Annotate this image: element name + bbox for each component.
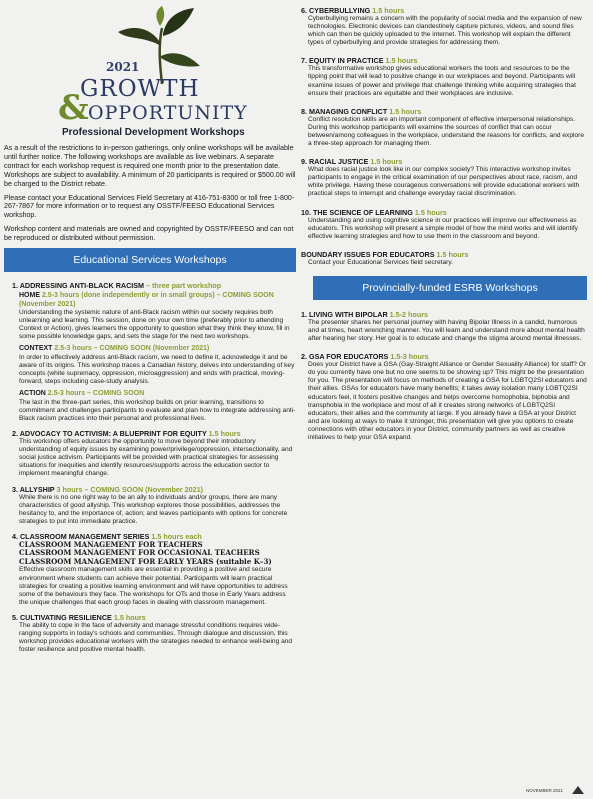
left-column [4,6,296,660]
workshop-sub-item [12,345,296,386]
workshop-body: Conflict resolution skills are an important component of effective interpersonal relationships. During this workshop participants will examine the sources of conflict that can occur between/among colleagues in the workplace, understand the reasons for conflicts, and explore a three-step approach for managing them. [308,115,585,148]
workshop-body: This transformative workshop gives educational workers the tools and resources to be the tipping point that will lead to positive change in our workplaces and beyond. Participants will examine issues of power and privilege that challenge thinking while acquiring strategies that ensure their practices are equitable and their workplaces are inclusive. [308,65,576,97]
workshop-body: The ability to cope in the face of adversity and manage stressful conditions requires wide-ranging supports in today's schools and communities. Through dialogue and discussion, this workshop provides educational workers with the strategies needed to enhance well-being and foster resilience and positive mental health. [19,621,293,654]
boundary-issues-item [301,250,587,267]
sub-item-title: ACTION 2.5-3 hours – COMING SOON [19,390,145,398]
esrb-workshops-banner: Provincially-funded ESRB Workshops [313,276,587,300]
sub-item-title: CONTEXT 2.5-3 hours – COMING SOON (November 2021) [19,345,210,353]
workshop-item [301,56,587,97]
workshop-item [4,281,296,423]
intro-paragraph: As a result of the restrictions to in-person gatherings, only online workshops will be available until further notice. The following workshops are available as live webinars. A separate contract for each workshop request is required one month prior to the presentation date. Workshops are subject to availability. A minimum of 20 participants is required or $500.00 will be charged to the District rebate. [4,144,296,188]
workshop-body: What does racial justice look like in our complex society? This interactive workshop invites participants to engage in the critical examination of our perspectives about race, racism, and white privilege. Having these courageous conversations will provide educational workers with practical steps to interrupt and challenge everyday racial discrimination. [308,166,580,198]
workshop-title: 2. ADVOCACY TO ACTIVISM: A BLUEPRINT FOR EQUITY 1.5 hours [12,429,241,439]
workshop-item [301,107,587,148]
workshop-sub-item [12,390,296,423]
workshop-body: Understanding and using cognitive science in our practices will improve our effectiveness as educators. This workshop will present a simple model of how the mind works and will identify effective learning strategies and how to use them in the classroom and beyond. [308,216,578,240]
logo-ampersand: & [58,88,89,128]
workshop-item [301,157,587,198]
workshop-title: 3. ALLYSHIP 3 hours – COMING SOON (November 2021) [12,484,204,494]
workshop-body: The presenter shares her personal journey with having Bipolar Illness in a candid, humorous and at times, heart wrenching manner. You will learn and understand more about mental health after hearing her story. Her goal is to educate and change the stigma around mental illnesses. [308,318,585,343]
educational-services-banner: Educational Services Workshops [4,248,296,272]
workshop-sub-item [12,292,296,341]
workshop-title: 10. THE SCIENCE OF LEARNING 1.5 hours [301,207,447,217]
right-column [301,6,587,451]
sub-item-body: The last in the three-part series, this workshop builds on prior learning, transitions to commitment and challenges participants to evaluate and plan how to integrate addressing anti-Black racism practices into their personal and professional lives. [19,398,296,422]
workshop-title: 4. CLASSROOM MANAGEMENT SERIES 1.5 hours each [12,531,202,541]
workshop-title: 1. LIVING WITH BIPOLAR 1.5-2 hours [301,309,428,319]
workshop-item [4,613,296,654]
growth-opportunity-logo [4,6,296,138]
logo-growth: GROWTH [80,76,200,102]
workshop-body: This workshop offers educators the opportunity to move beyond their introductory understanding of equity issues by examining power/privilege/oppression, intersectionality, and social justice activism. Participants will be provided with practical strategies for assessing situations for inequities and identify resources/supports across the education sector to implement meaningful change. [19,438,293,478]
workshop-body: Effective classroom management skills are essential in providing a positive and secure environment where students can achieve their potential. Participants will learn practical strategies for creating a positive learning environment and will have opportunities to address some of the behaviours they face. The workshops for OTs and those in Early Years address the unique challenges that each group faces in dealing with classroom management. [19,566,288,606]
workshop-item [301,352,587,442]
workshop-title: 5. CULTIVATING RESILIENCE 1.5 hours [12,612,146,622]
intro-text [4,144,296,243]
logo-year: 2021 [106,60,140,74]
logo-opportunity: OPPORTUNITY [88,102,248,124]
intro-paragraph: Please contact your Educational Services Field Secretary at 416-751-8300 or toll free 1-800-267-7867 for more information or to request any OSSTF/FEESO Educational Services workshop. [4,193,295,220]
workshop-item [301,310,587,343]
workshop-title: 8. MANAGING CONFLICT 1.5 hours [301,106,422,116]
workshop-body: While there is no one right way to be an ally to individuals and/or groups, there are many characteristics of good allyship. This workshop explores those possibilities, addresses the hesitancy to, and the importance of, action; and leaves participants with options for concrete strategies to put into immediate practice. [19,493,288,525]
workshop-item [301,208,587,241]
workshop-body: Contact your Educational Services field secretary. [308,258,454,266]
workshop-title: 7. EQUITY IN PRACTICE 1.5 hours [301,56,418,66]
logo-subtitle: Professional Development Workshops [62,127,245,138]
workshop-body: Does your District have a GSA (Gay-Straight Alliance or Gender Sexuality Alliance) for staff? Or do you currently have one but no one seems to be showing up? This might be the presentation for you. The presentation will focus on methods of creating a GSA for LGBTQ2SI educators and their allies. GSAs for educators have many benefits; it takes away isolation many LGBTQ2SI educators feel, it fosters positive changes and helps overcome homophobia, biphobia and transphobia in the workplace and most of all it creates strong networks of LGBTQ2SI educators, their allies and the community at large. If you already have a GSA at your District and are looking at ways to make it stronger, this presentation will give you options to create connections with other educators in your District, community partners as well as creative initiatives to help your GSA expand. [308,361,587,441]
workshop-item [4,429,296,478]
osstf-logo-icon [571,785,585,795]
classroom-management-variant: CLASSROOM MANAGEMENT FOR EARLY YEARS (suitable K–3) [19,556,272,566]
workshop-title: 6. CYBERBULLYING 1.5 hours [301,6,405,15]
intro-paragraph: Workshop content and materials are owned and copyrighted by OSSTF/FEESO and can not be reproduced or distributed without permission. [4,225,294,243]
workshop-item [4,532,296,607]
sub-item-title: HOME 2.5-3 hours (done independently or in small groups) – COMING SOON (November 2021) [19,292,274,308]
footer-date: NOVEMBER 2021 [525,788,563,793]
workshop-body: Cyberbullying remains a concern with the popularity of social media and the expansion of new technologies. Electronic devices can clandestinely capture pictures, videos, and sound files which can then be quickly uploaded to the internet. This workshop will explain the different types of cyberbullying and provide strategies for addressing them. [308,15,582,47]
workshop-title: 2. GSA FOR EDUCATORS 1.5-3 hours [301,352,429,362]
classroom-management-variant: CLASSROOM MANAGEMENT FOR TEACHERS [19,539,203,549]
sub-item-body: Understanding the systemic nature of anti-Black racism within our society requires both unlearning and learning. This session, done on your own time (preferably prior to attending Context or Action), gives learners the opportunity to question what they think they know, fill in some possible knowledge gaps, and sets the stage for the next two workshops. [19,309,290,341]
workshop-title: 9. RACIAL JUSTICE 1.5 hours [301,157,403,167]
classroom-management-variant: CLASSROOM MANAGEMENT FOR OCCASIONAL TEACHERS [19,548,260,558]
workshop-item [4,485,296,526]
workshop-title: BOUNDARY ISSUES FOR EDUCATORS 1.5 hours [301,249,469,259]
workshop-title: 1. ADDRESSING ANTI-BLACK RACISM – three part workshop [12,281,222,291]
sub-item-body: In order to effectively address anti-Black racism, we need to define it, acknowledge it and be aware of its origins. This workshop traces a Canadian history, delves into understanding of key concepts (white supremacy, oppression, microaggression) and ends with practical, moving-forward, steps including case-study analysis. [19,353,295,386]
workshop-item [301,6,587,47]
